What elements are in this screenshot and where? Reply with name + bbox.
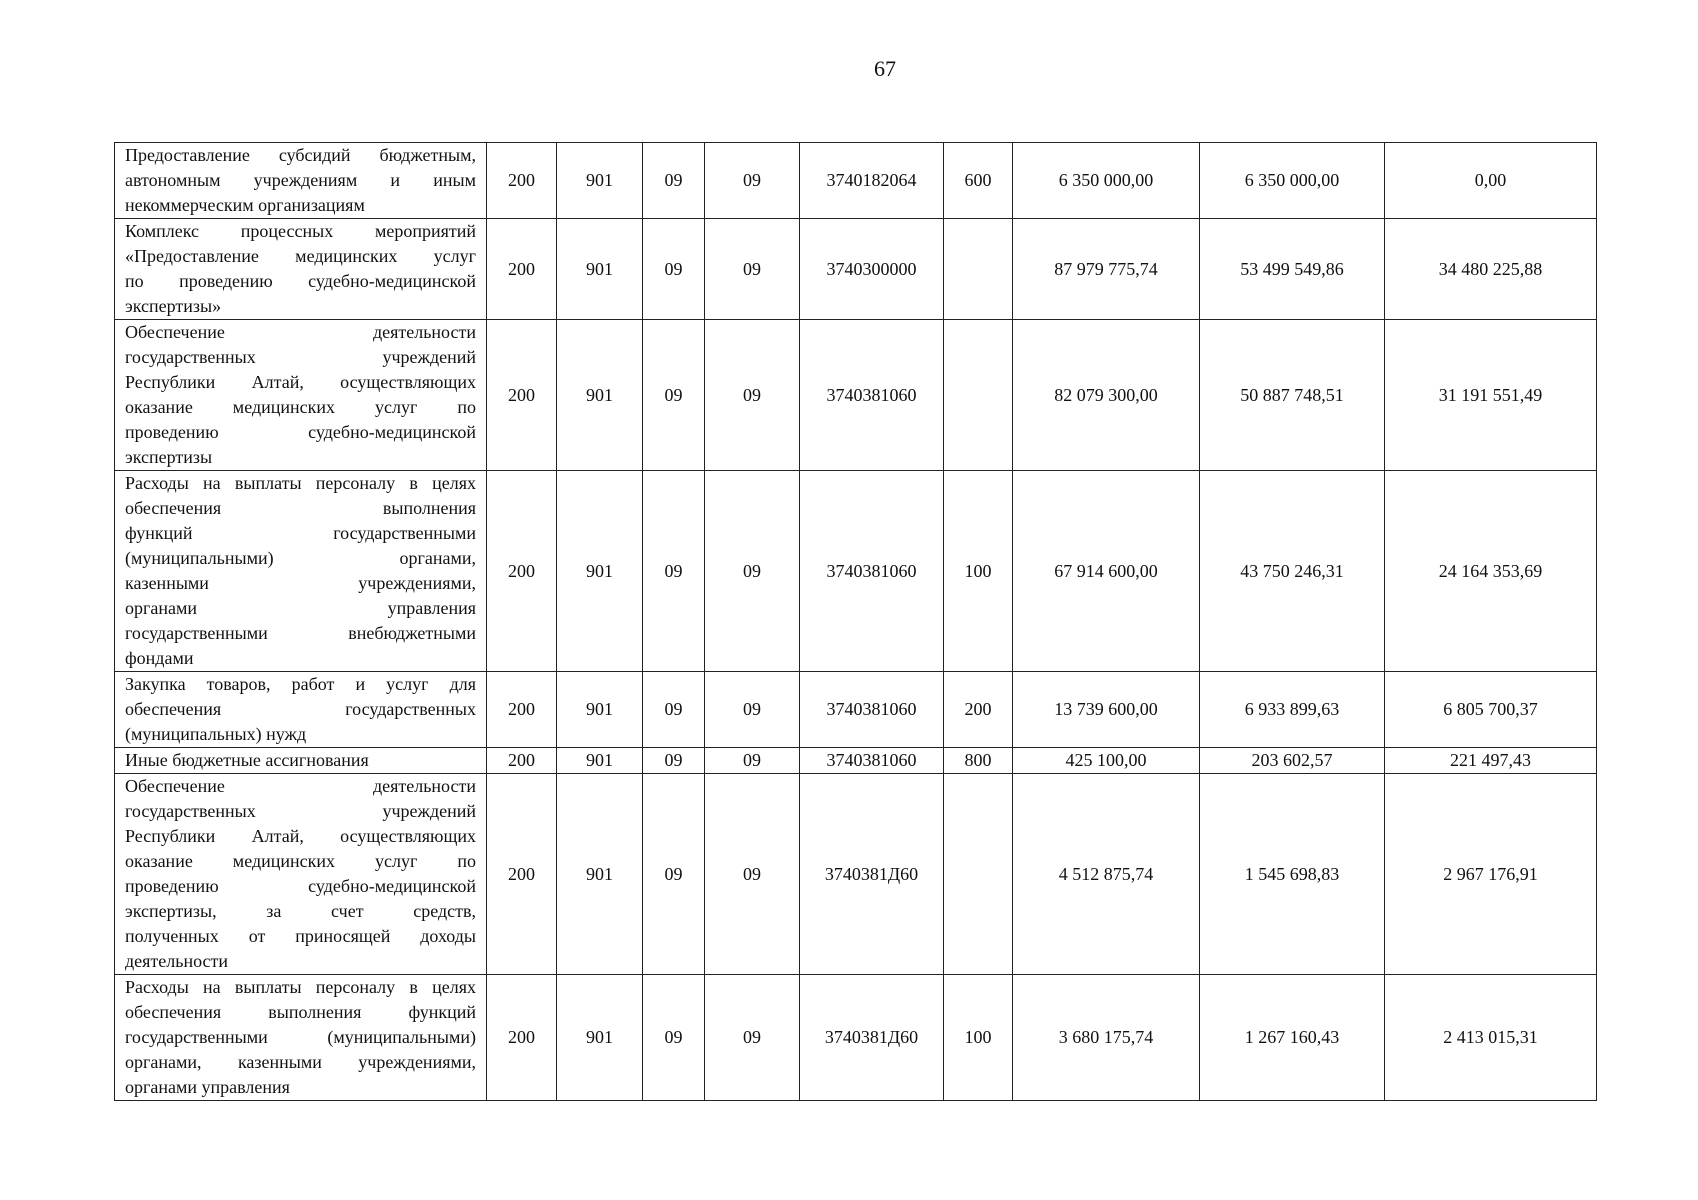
- col-remainder-cell: 24 164 353,69: [1385, 471, 1597, 672]
- budget-table: [114, 142, 1597, 1101]
- col-status-cell: 200: [487, 471, 557, 672]
- col-ministry-cell: 901: [557, 471, 643, 672]
- col-expense-type-cell: 800: [944, 748, 1013, 774]
- col-expense-type-cell: 100: [944, 975, 1013, 1101]
- col-subsection-cell: 09: [705, 672, 800, 748]
- row-name-line: автономным учреждениям и иным: [125, 170, 476, 190]
- row-name-line: государственных учреждений: [125, 347, 476, 367]
- table-row: [115, 672, 1597, 748]
- row-name-line: Закупка товаров, работ и услуг для: [125, 674, 476, 694]
- col-section-cell: 09: [643, 975, 705, 1101]
- col-section-cell: 09: [643, 672, 705, 748]
- col-planned-cell: 82 079 300,00: [1013, 320, 1200, 471]
- col-planned-cell: 87 979 775,74: [1013, 219, 1200, 320]
- col-ministry-cell: 901: [557, 143, 643, 219]
- row-name-line: обеспечения государственных: [125, 699, 476, 719]
- col-expense-type-cell: 600: [944, 143, 1013, 219]
- row-name-line: органами, казенными учреждениями,: [125, 1052, 476, 1072]
- col-target-article-cell: 3740381060: [800, 320, 944, 471]
- row-name-line: Комплекс процессных мероприятий: [125, 221, 476, 241]
- row-name-line: Обеспечение деятельности: [125, 322, 476, 342]
- row-name-line: «Предоставление медицинских услуг: [125, 246, 476, 266]
- col-target-article-cell: 3740182064: [800, 143, 944, 219]
- row-name-line: некоммерческим организациям: [125, 195, 365, 215]
- col-executed-cell: 6 350 000,00: [1200, 143, 1385, 219]
- col-planned-cell: 13 739 600,00: [1013, 672, 1200, 748]
- col-planned-cell: 3 680 175,74: [1013, 975, 1200, 1101]
- col-target-article-cell: 3740300000: [800, 219, 944, 320]
- table-row: [115, 219, 1597, 320]
- row-name-line: Расходы на выплаты персоналу в целях: [125, 473, 476, 493]
- col-executed-cell: 53 499 549,86: [1200, 219, 1385, 320]
- col-section-cell: 09: [643, 219, 705, 320]
- col-subsection-cell: 09: [705, 219, 800, 320]
- col-status-cell: 200: [487, 143, 557, 219]
- table-row: [115, 471, 1597, 672]
- col-remainder-cell: 31 191 551,49: [1385, 320, 1597, 471]
- row-name-cell: [115, 774, 487, 975]
- col-remainder-cell: 6 805 700,37: [1385, 672, 1597, 748]
- row-name-line: фондами: [125, 648, 194, 668]
- row-name-line: Иные бюджетные ассигнования: [125, 750, 369, 770]
- col-executed-cell: 6 933 899,63: [1200, 672, 1385, 748]
- row-name-line: по проведению судебно-медицинской: [125, 271, 476, 291]
- row-name-line: Республики Алтай, осуществляющих: [125, 826, 476, 846]
- col-executed-cell: 203 602,57: [1200, 748, 1385, 774]
- col-subsection-cell: 09: [705, 320, 800, 471]
- col-status-cell: 200: [487, 975, 557, 1101]
- table-row: [115, 975, 1597, 1101]
- row-name-line: проведению судебно-медицинской: [125, 422, 476, 442]
- col-ministry-cell: 901: [557, 672, 643, 748]
- col-status-cell: 200: [487, 748, 557, 774]
- row-name-line: оказание медицинских услуг по: [125, 851, 476, 871]
- col-expense-type-cell: 100: [944, 471, 1013, 672]
- col-remainder-cell: 2 967 176,91: [1385, 774, 1597, 975]
- col-expense-type-cell: [944, 320, 1013, 471]
- col-ministry-cell: 901: [557, 219, 643, 320]
- row-name-line: оказание медицинских услуг по: [125, 397, 476, 417]
- col-remainder-cell: 2 413 015,31: [1385, 975, 1597, 1101]
- col-ministry-cell: 901: [557, 320, 643, 471]
- col-target-article-cell: 3740381060: [800, 471, 944, 672]
- col-executed-cell: 1 545 698,83: [1200, 774, 1385, 975]
- col-remainder-cell: 221 497,43: [1385, 748, 1597, 774]
- table-row: [115, 143, 1597, 219]
- col-section-cell: 09: [643, 748, 705, 774]
- row-name-cell: [115, 143, 487, 219]
- col-executed-cell: 50 887 748,51: [1200, 320, 1385, 471]
- col-target-article-cell: 3740381060: [800, 748, 944, 774]
- row-name-line: экспертизы, за счет средств,: [125, 901, 476, 921]
- row-name-line: Расходы на выплаты персоналу в целях: [125, 977, 476, 997]
- col-section-cell: 09: [643, 774, 705, 975]
- col-subsection-cell: 09: [705, 975, 800, 1101]
- row-name-line: органами управления: [125, 598, 476, 618]
- row-name-cell: [115, 219, 487, 320]
- row-name-cell: [115, 975, 487, 1101]
- row-name-line: Обеспечение деятельности: [125, 776, 476, 796]
- row-name-line: экспертизы»: [125, 296, 222, 316]
- row-name-line: проведению судебно-медицинской: [125, 876, 476, 896]
- col-remainder-cell: 0,00: [1385, 143, 1597, 219]
- col-section-cell: 09: [643, 143, 705, 219]
- row-name-line: (муниципальных) нужд: [125, 724, 307, 744]
- row-name-cell: [115, 471, 487, 672]
- col-ministry-cell: 901: [557, 774, 643, 975]
- col-expense-type-cell: [944, 774, 1013, 975]
- col-planned-cell: 425 100,00: [1013, 748, 1200, 774]
- row-name-line: органами управления: [125, 1077, 290, 1097]
- page-number: 67: [874, 56, 896, 81]
- col-status-cell: 200: [487, 672, 557, 748]
- row-name-cell: [115, 748, 487, 774]
- row-name-line: экспертизы: [125, 447, 213, 467]
- row-name-line: государственными внебюджетными: [125, 623, 476, 643]
- row-name-line: казенными учреждениями,: [125, 573, 476, 593]
- col-target-article-cell: 3740381060: [800, 672, 944, 748]
- col-ministry-cell: 901: [557, 975, 643, 1101]
- col-remainder-cell: 34 480 225,88: [1385, 219, 1597, 320]
- row-name-line: полученных от приносящей доходы: [125, 926, 476, 946]
- row-name-line: Республики Алтай, осуществляющих: [125, 372, 476, 392]
- col-subsection-cell: 09: [705, 748, 800, 774]
- col-target-article-cell: 3740381Д60: [800, 975, 944, 1101]
- row-name-line: деятельности: [125, 951, 229, 971]
- col-executed-cell: 43 750 246,31: [1200, 471, 1385, 672]
- col-planned-cell: 67 914 600,00: [1013, 471, 1200, 672]
- col-subsection-cell: 09: [705, 143, 800, 219]
- row-name-line: Предоставление субсидий бюджетным,: [125, 145, 476, 165]
- row-name-line: государственными (муниципальными): [125, 1027, 476, 1047]
- col-expense-type-cell: [944, 219, 1013, 320]
- row-name-line: государственных учреждений: [125, 801, 476, 821]
- row-name-line: обеспечения выполнения: [125, 498, 476, 518]
- col-planned-cell: 4 512 875,74: [1013, 774, 1200, 975]
- col-expense-type-cell: 200: [944, 672, 1013, 748]
- col-subsection-cell: 09: [705, 774, 800, 975]
- row-name-cell: [115, 320, 487, 471]
- col-planned-cell: 6 350 000,00: [1013, 143, 1200, 219]
- row-name-line: (муниципальными) органами,: [125, 548, 476, 568]
- table-row: [115, 774, 1597, 975]
- col-executed-cell: 1 267 160,43: [1200, 975, 1385, 1101]
- col-status-cell: 200: [487, 774, 557, 975]
- col-section-cell: 09: [643, 471, 705, 672]
- row-name-line: функций государственными: [125, 523, 476, 543]
- col-ministry-cell: 901: [557, 748, 643, 774]
- table-body: [115, 143, 1597, 1101]
- col-target-article-cell: 3740381Д60: [800, 774, 944, 975]
- col-status-cell: 200: [487, 219, 557, 320]
- col-subsection-cell: 09: [705, 471, 800, 672]
- row-name-cell: [115, 672, 487, 748]
- col-section-cell: 09: [643, 320, 705, 471]
- col-status-cell: 200: [487, 320, 557, 471]
- table-row: [115, 748, 1597, 774]
- row-name-line: обеспечения выполнения функций: [125, 1002, 476, 1022]
- table-row: [115, 320, 1597, 471]
